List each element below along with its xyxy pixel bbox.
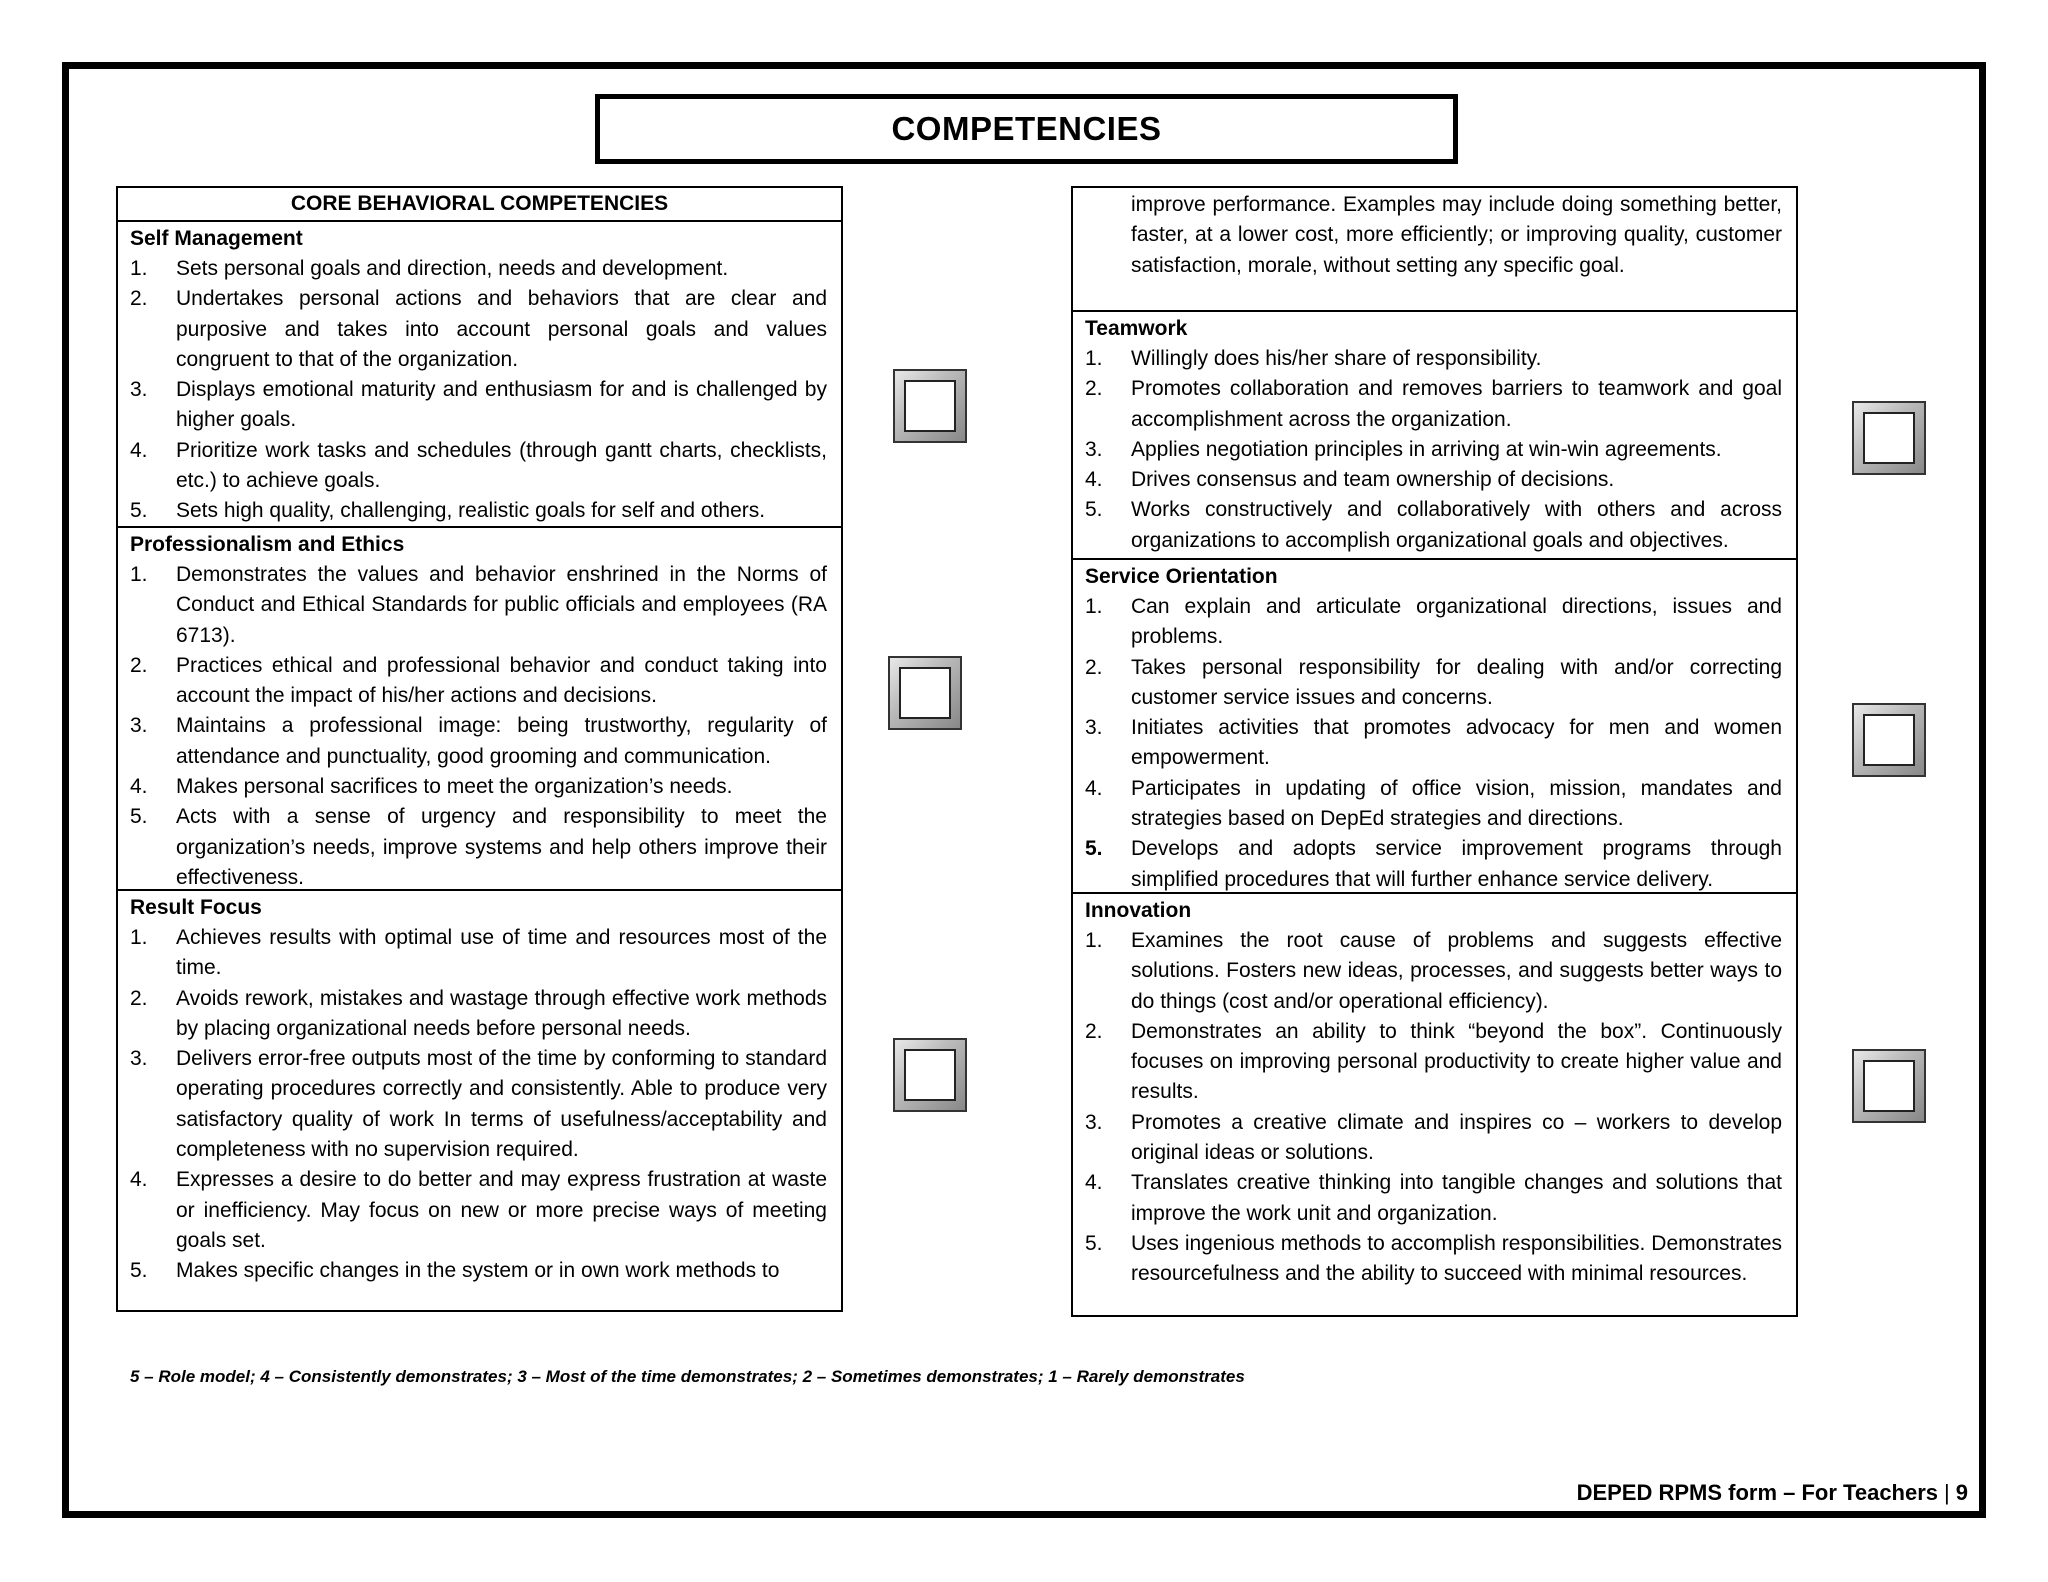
core-competencies-table-left — [116, 186, 843, 1312]
list-item: 3. Displays emotional maturity and enthusiasm for and is challenged by higher goals. — [130, 378, 827, 432]
section-teamwork — [1073, 312, 1796, 560]
rating-box-innovation[interactable] — [1852, 1049, 1926, 1123]
section-service-orientation — [1073, 560, 1796, 894]
section-result-focus — [118, 891, 841, 1312]
page-title-box — [595, 94, 1458, 164]
section-title: Result Focus — [130, 896, 262, 919]
list-item: 2. Avoids rework, mistakes and wastage through effective work methods by placing organizational needs before personal needs. — [130, 986, 827, 1040]
list-item: 2. Undertakes personal actions and behaviors that are clear and purposive and takes into account personal goals and values congruent to that of the organization. — [130, 287, 827, 371]
list-item: 5. Sets high quality, challenging, realistic goals for self and others. — [130, 499, 766, 523]
list-item: 4. Makes personal sacrifices to meet the organization’s needs. — [130, 775, 733, 799]
list-item: 1. Demonstrates the values and behavior enshrined in the Norms of Conduct and Ethical Standards for public officials and employees (RA 6713). — [130, 563, 827, 647]
list-item: 2. Practices ethical and professional behavior and conduct taking into account the impact of his/her actions and decisions. — [130, 653, 827, 708]
list-item: 4. Expresses a desire to do better and may express frustration at waste or inefficiency. May focus on new or more precise ways of meeting goals set. — [130, 1168, 827, 1252]
page-footer — [1577, 1480, 1968, 1506]
list-item: 5. Develops and adopts service improvement programs through simplified procedures that will further enhance service delivery. — [1085, 837, 1782, 891]
list-item: 3. Promotes a creative climate and inspires co – workers to develop original ideas or solutions. — [1085, 1110, 1782, 1165]
list-item: 3. Delivers error-free outputs most of the time by conforming to standard operating procedures correctly and consistently. Able to produce very satisfactory quality of work In terms of usefulness/acceptability and completeness with no supervision required. — [130, 1047, 827, 1162]
page-title: COMPETENCIES — [891, 110, 1162, 147]
list-item: 4. Translates creative thinking into tangible changes and solutions that improve the work unit and organization. — [1085, 1171, 1782, 1225]
list-item: 3. Applies negotiation principles in arriving at win-win agreements. — [1085, 437, 1722, 461]
list-item: 2. Promotes collaboration and removes barriers to teamwork and goal accomplishment across the organization. — [1085, 377, 1782, 431]
footer-label: DEPED RPMS form – For Teachers — [1576, 1480, 1939, 1505]
footer-separator: | — [1944, 1480, 1950, 1505]
rating-box-self-management[interactable] — [893, 369, 967, 443]
list-item: 1. Willingly does his/her share of responsibility. — [1085, 347, 1542, 370]
list-item: 5. Works constructively and collaboratively with others and across organizations to accomplish organizational goals and objectives. — [1085, 498, 1782, 552]
section-innovation — [1073, 894, 1796, 1315]
list-item: 5. Uses ingenious methods to accomplish responsibilities. Demonstrates resourcefulness and the ability to succeed with minimal resources. — [1085, 1231, 1782, 1286]
core-competencies-table-right — [1071, 186, 1798, 1317]
page-number: 9 — [1955, 1480, 1968, 1505]
list-item: 3. Initiates activities that promotes advocacy for men and women empowerment. — [1085, 716, 1782, 770]
list-item: 2. Takes personal responsibility for dealing with and/or correcting customer service issues and concerns. — [1085, 655, 1782, 709]
section-professionalism-ethics — [118, 528, 841, 891]
continued-text: improve performance. Examples may include doing something better, faster, at a lower cost, more efficiently; or improving quality, customer satisfaction, morale, without setting any specific goal. — [1131, 193, 1782, 277]
rating-box-result-focus[interactable] — [893, 1038, 967, 1112]
section-title: Service Orientation — [1085, 565, 1278, 588]
list-item: 2. Demonstrates an ability to think “beyond the box”. Continuously focuses on improving personal productivity to create higher value and results. — [1085, 1019, 1782, 1104]
section-self-management — [118, 222, 841, 528]
list-item: 5. Makes specific changes in the system or in own work methods to — [130, 1259, 780, 1283]
section-title: Professionalism and Ethics — [130, 533, 405, 556]
table-header: CORE BEHAVIORAL COMPETENCIES — [118, 188, 841, 222]
list-item: 1. Achieves results with optimal use of time and resources most of the time. — [130, 926, 827, 980]
rating-scale-legend: 5 – Role model; 4 – Consistently demonstrates; 3 – Most of the time demonstrates; 2 – Sometimes demonstrates; 1 – Rarely demonstrates — [130, 1367, 1245, 1386]
list-item: 4. Prioritize work tasks and schedules (through gantt charts, checklists, etc.) to achieve goals. — [130, 438, 827, 493]
section-title: Innovation — [1085, 899, 1192, 922]
rating-box-teamwork[interactable] — [1852, 401, 1926, 475]
rating-box-professionalism-ethics[interactable] — [888, 656, 962, 730]
list-item: 3. Maintains a professional image: being trustworthy, regularity of attendance and punctuality, good grooming and communication. — [130, 714, 827, 768]
list-item: 4. Participates in updating of office vision, mission, mandates and strategies based on DepEd strategies and directions. — [1085, 776, 1782, 831]
rating-box-service-orientation[interactable] — [1852, 703, 1926, 777]
section-title: Teamwork — [1085, 317, 1188, 340]
section-continuation — [1073, 188, 1796, 312]
list-item: 5. Acts with a sense of urgency and responsibility to meet the organization’s needs, improve systems and help others improve their effectiveness. — [130, 805, 827, 889]
list-item: 1. Can explain and articulate organizational directions, issues and problems. — [1085, 595, 1782, 649]
list-item: 1. Examines the root cause of problems and suggests effective solutions. Fosters new ideas, processes, and suggests better ways to do things (cost and/or operational efficiency). — [1085, 929, 1782, 1013]
list-item: 1. Sets personal goals and direction, needs and development. — [130, 257, 729, 280]
section-title: Self Management — [130, 227, 303, 250]
list-item: 4. Drives consensus and team ownership of decisions. — [1085, 468, 1615, 492]
